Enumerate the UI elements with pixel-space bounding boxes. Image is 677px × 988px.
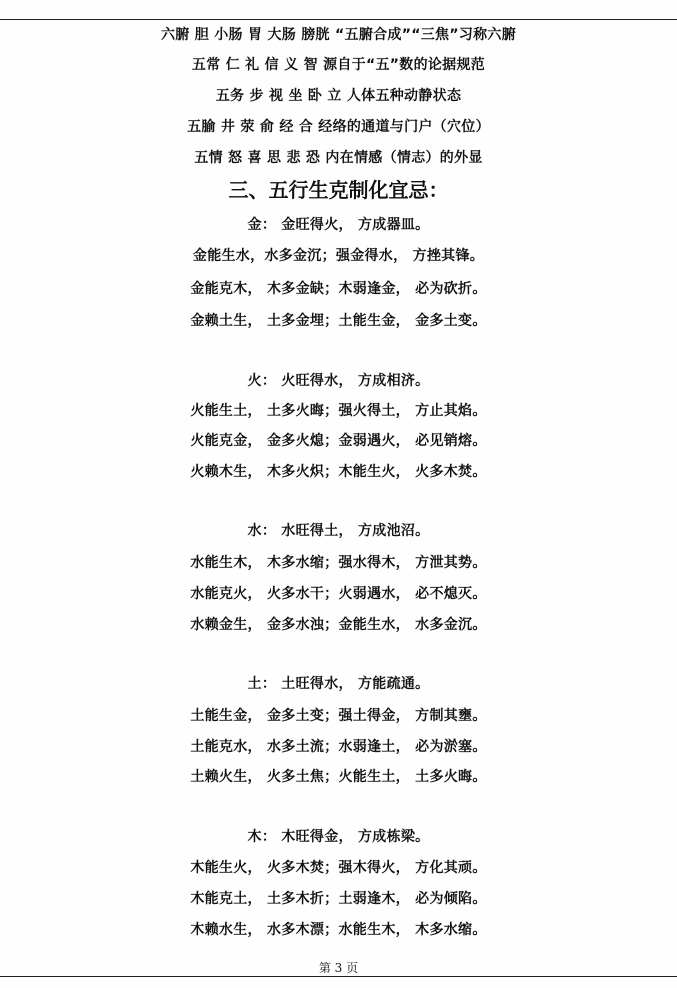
intro-line-five-virtues: 五常 仁 礼 信 义 智 源自于“五”数的论据规范 [191, 57, 486, 73]
element-line: 土赖火生， 火多土焦；火能生土， 土多火晦。 [190, 769, 487, 785]
element-title-earth: 土： 土旺得水， 方能疏通。 [247, 676, 430, 692]
bottom-rule [0, 976, 677, 977]
element-line: 金能克木， 木多金缺；木弱逢金， 必为砍折。 [190, 281, 487, 297]
section-heading: 三、五行生克制化宜忌： [228, 178, 449, 202]
element-line: 水能克火， 火多水干；火弱遇水， 必不熄灭。 [190, 586, 487, 602]
element-line: 火赖木生， 木多火炽；木能生火， 火多木焚。 [190, 464, 487, 480]
element-line: 水能生木， 木多水缩；强水得木， 方泄其势。 [190, 555, 487, 571]
element-line: 木能克土， 土多木折；土弱逢木， 必为倾陷。 [190, 891, 487, 907]
intro-line-five-postures: 五务 步 视 坐 卧 立 人体五种动静状态 [215, 88, 462, 104]
intro-line-five-shu: 五腧 井 荥 俞 经 合 经络的通道与门户（穴位） [187, 119, 490, 135]
element-line: 水赖金生， 金多水浊；金能生水， 水多金沉。 [190, 617, 487, 633]
element-line: 火能克金， 金多火熄；金弱遇火， 必见销熔。 [190, 433, 487, 449]
element-title-water: 水： 水旺得土， 方成池沼。 [247, 523, 430, 539]
element-line: 金能生水，水多金沉；强金得水， 方挫其锋。 [192, 248, 485, 264]
element-line: 火能生土， 土多火晦；强火得土， 方止其焰。 [190, 403, 487, 419]
element-line: 土能生金， 金多土变；强土得金， 方制其壅。 [190, 708, 487, 724]
page-number: 第 3 页 [318, 961, 359, 975]
element-title-wood: 木： 木旺得金， 方成栋梁。 [247, 829, 430, 845]
intro-line-six-fu: 六腑 胆 小肠 胃 大肠 膀胱 “五腑合成”“三焦”习称六腑 [160, 27, 517, 43]
element-title-fire: 火： 火旺得水， 方成相济。 [247, 373, 430, 389]
element-line: 木能生火， 火多木焚；强木得火， 方化其顽。 [190, 860, 487, 876]
element-line: 金赖土生， 土多金埋；土能生金， 金多土变。 [190, 313, 487, 329]
element-title-metal: 金： 金旺得火， 方成器皿。 [247, 217, 430, 233]
top-rule [0, 19, 677, 20]
element-line: 土能克水， 水多土流；水弱逢土， 必为淤塞。 [190, 739, 487, 755]
intro-line-five-emotions: 五情 怒 喜 思 悲 恐 内在情感（情志）的外显 [194, 150, 483, 166]
element-line: 木赖水生， 水多木漂；水能生木， 木多水缩。 [190, 922, 487, 938]
